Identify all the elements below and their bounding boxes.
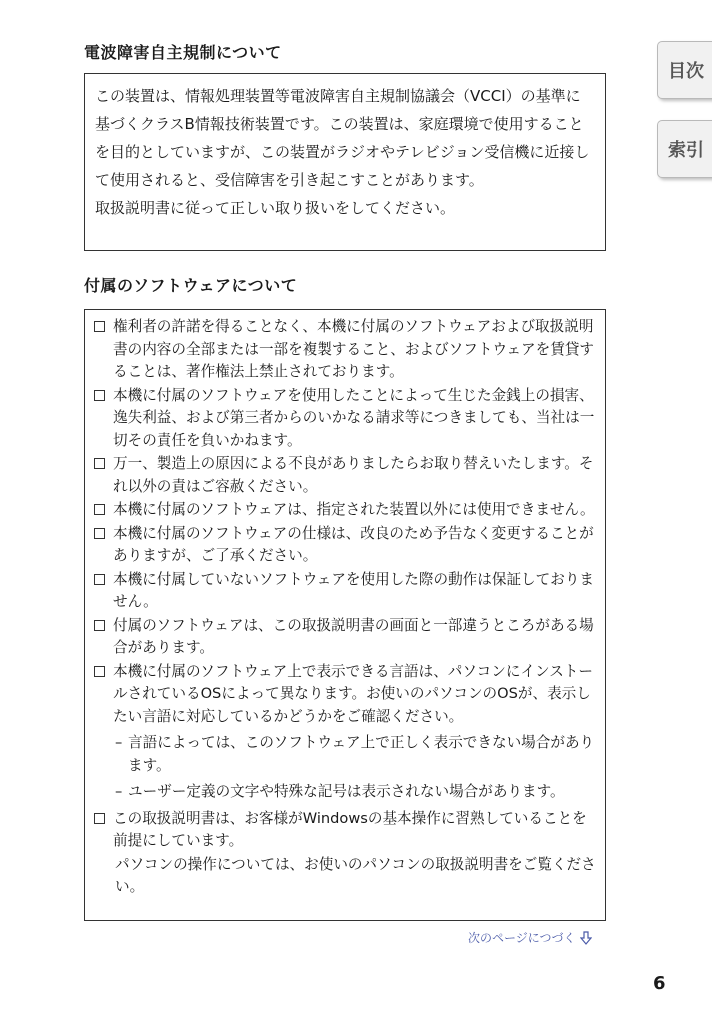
tab-table-of-contents[interactable]: [657, 41, 712, 99]
list-item-text: 本機に付属のソフトウェア上で表示できる言語は、パソコンにインストールされているOSによって異なります。お使いのパソコンのOSが、表示したい言語に対応しているかどうかをご確認ください。: [113, 662, 593, 725]
sub-list-item-text: ユーザー定義の文字や特殊な記号は表示されない場合があります。: [128, 783, 565, 800]
checkbox-icon: [94, 666, 105, 677]
checkbox-icon: [94, 458, 105, 469]
tab-index[interactable]: [657, 120, 712, 178]
checkbox-icon: [94, 620, 105, 631]
sub-list-item: [115, 781, 597, 804]
vcci-paragraph: この装置は、情報処理装置等電波障害自主規制協議会（VCCI）の基準に基づくクラスB情報技術装置です。この装置は、家庭環境で使用することを目的としていますが、この装置がラジオやテレビジョン受信機に近接して使用されると、受信障害を引き起こすことがあります。: [95, 87, 590, 189]
software-notice-box: [84, 309, 606, 921]
dash-marker: –: [115, 783, 123, 800]
list-item-text: 権利者の許諾を得ることなく、本機に付属のソフトウェアおよび取扱説明書の内容の全部または一部を複製すること、およびソフトウェアを賃貸することは、著作権法上禁止されております。: [113, 318, 595, 380]
list-item-note: パソコンの操作については、お使いのパソコンの取扱説明書をご覧ください。: [115, 855, 596, 895]
list-item-text: 本機に付属のソフトウェアは、指定された装置以外には使用できません。: [113, 501, 595, 518]
continue-label: 次のページにつづく: [468, 931, 576, 945]
list-item: [93, 385, 597, 453]
sub-list-item-text: 言語によっては、このソフトウェア上で正しく表示できない場合があります。: [128, 734, 595, 774]
checkbox-icon: [94, 574, 105, 585]
vcci-section-title: 電波障害自主規制について: [84, 43, 282, 62]
vcci-notice-box: [84, 73, 606, 251]
list-item-text: 付属のソフトウェアは、この取扱説明書の画面と一部違うところがある場合があります。: [113, 616, 594, 656]
list-item-text: 本機に付属していないソフトウェアを使用した際の動作は保証しておりません。: [113, 570, 595, 610]
tab-index-label: 索引: [668, 140, 704, 161]
continue-next-page-link[interactable]: [468, 929, 592, 946]
checkbox-icon: [94, 321, 105, 332]
list-item-text: この取扱説明書は、お客様がWindowsの基本操作に習熟していることを前提にしています。: [113, 809, 587, 849]
list-item: [93, 808, 597, 853]
dash-marker: –: [115, 734, 123, 751]
list-item: [93, 523, 597, 568]
tab-toc-label: 目次: [668, 61, 704, 82]
list-item: [93, 661, 597, 729]
list-item: [93, 453, 597, 498]
list-item: [93, 615, 597, 660]
list-item: [93, 316, 597, 384]
list-item-text: 本機に付属のソフトウェアを使用したことによって生じた金銭上の損害、逸失利益、および第三者からのいかなる請求等につきましても、当社は一切その責任を負いかねます。: [113, 386, 595, 449]
checkbox-icon: [94, 390, 105, 401]
down-arrow-icon: [580, 931, 592, 945]
sub-list-item: [115, 732, 597, 777]
checkbox-icon: [94, 813, 105, 824]
software-section-title: 付属のソフトウェアについて: [84, 276, 298, 295]
list-item-text: 本機に付属のソフトウェアの仕様は、改良のため予告なく変更することがありますが、ご了承ください。: [113, 524, 594, 564]
list-item-text: 万一、製造上の原因による不良がありましたらお取り替えいたします。それ以外の責はご容赦ください。: [113, 455, 594, 495]
checkbox-icon: [94, 528, 105, 539]
vcci-instruction: 取扱説明書に従って正しい取り扱いをしてください。: [95, 199, 456, 217]
list-item: [93, 569, 597, 614]
checkbox-icon: [94, 504, 105, 515]
list-item: [93, 499, 597, 522]
page-number: 6: [653, 973, 666, 994]
